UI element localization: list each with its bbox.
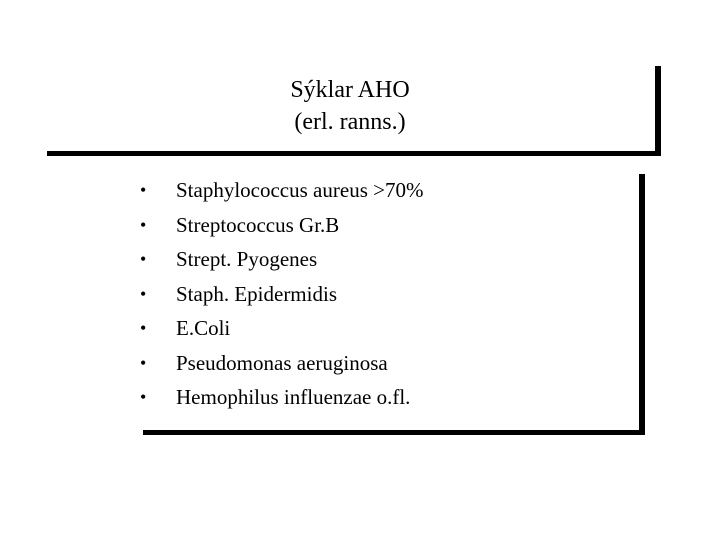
list-item <box>140 380 423 415</box>
bullet-icon: • <box>140 318 147 338</box>
list-item-text: Pseudomonas aeruginosa <box>176 350 388 375</box>
list-item-text: E.Coli <box>176 316 231 340</box>
list-item-text: Hemophilus influenzae o.fl. <box>176 385 411 409</box>
list-item <box>140 346 423 381</box>
list-item-text: Strept. Pyogenes <box>176 247 318 271</box>
title-rule-horizontal <box>47 151 661 156</box>
title-line-1: Sýklar AHO <box>290 77 410 103</box>
list-item <box>140 242 423 277</box>
list-item <box>140 173 423 208</box>
list-item-text: Streptococcus Gr.B <box>176 212 340 237</box>
slide-title <box>200 74 500 138</box>
title-line-2: (erl. ranns.) <box>294 109 406 135</box>
bullet-icon: • <box>140 180 147 200</box>
bullet-list <box>140 173 423 415</box>
title-rule-vertical <box>655 66 661 156</box>
bullet-icon: • <box>140 283 147 304</box>
list-item <box>140 208 423 243</box>
list-item-text: Staph. Epidermidis <box>176 281 337 306</box>
bullet-icon: • <box>140 249 147 269</box>
list-item-text: Staphylococcus aureus >70% <box>176 178 424 202</box>
bullet-icon: • <box>140 214 147 235</box>
list-item <box>140 311 423 346</box>
list-rule-horizontal <box>143 430 645 435</box>
bullet-icon: • <box>140 352 147 373</box>
list-item <box>140 277 423 312</box>
bullet-icon: • <box>140 387 147 407</box>
list-rule-vertical <box>639 174 645 435</box>
